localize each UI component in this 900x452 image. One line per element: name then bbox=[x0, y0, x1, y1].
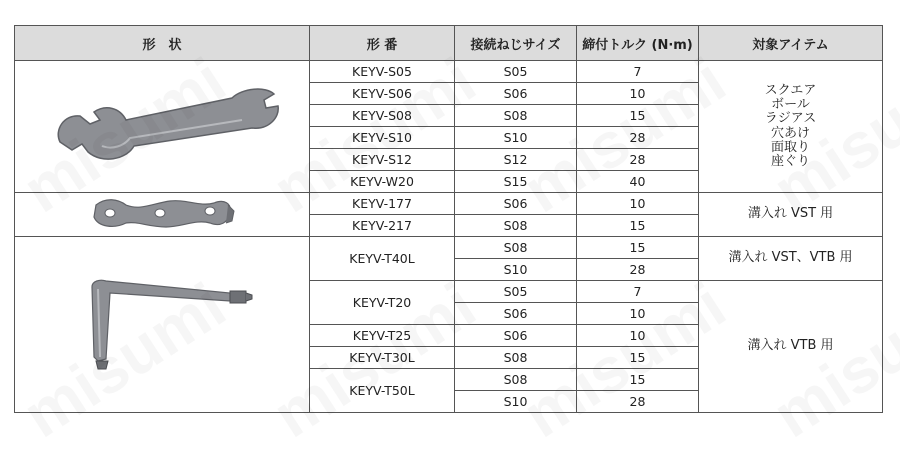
thread-cell: S08 bbox=[455, 215, 577, 237]
torque-cell: 7 bbox=[577, 281, 699, 303]
key-plate-icon bbox=[82, 193, 242, 233]
thread-cell: S05 bbox=[455, 61, 577, 83]
header-model: 形 番 bbox=[310, 26, 455, 61]
thread-cell: S06 bbox=[455, 83, 577, 105]
torque-cell: 15 bbox=[577, 105, 699, 127]
header-torque: 締付トルク (N·m) bbox=[577, 26, 699, 61]
target-item: 面取り bbox=[770, 139, 810, 155]
key-spec-table bbox=[14, 25, 883, 413]
target-item: ボール bbox=[771, 96, 810, 112]
model-cell: KEYV-217 bbox=[310, 215, 455, 237]
model-cell: KEYV-T50L bbox=[310, 369, 455, 413]
target-item: ラジアス bbox=[764, 111, 817, 127]
torque-cell: 28 bbox=[577, 127, 699, 149]
target-items-cell: 溝入れ VST、VTB 用 bbox=[699, 237, 883, 281]
table-header-row bbox=[15, 26, 883, 61]
torx-key-icon bbox=[62, 273, 262, 373]
torque-cell: 10 bbox=[577, 193, 699, 215]
model-cell: KEYV-S12 bbox=[310, 149, 455, 171]
header-shape: 形 状 bbox=[15, 26, 310, 61]
torque-cell: 15 bbox=[577, 369, 699, 391]
thread-cell: S08 bbox=[455, 105, 577, 127]
thread-cell: S10 bbox=[455, 127, 577, 149]
torque-cell: 10 bbox=[577, 325, 699, 347]
torque-cell: 15 bbox=[577, 215, 699, 237]
table-row bbox=[15, 193, 883, 215]
target-item: 座ぐり bbox=[770, 154, 810, 170]
torque-cell: 15 bbox=[577, 347, 699, 369]
model-cell: KEYV-S06 bbox=[310, 83, 455, 105]
wrench-image-cell bbox=[15, 61, 310, 193]
model-cell: KEYV-S10 bbox=[310, 127, 455, 149]
model-cell: KEYV-T25 bbox=[310, 325, 455, 347]
thread-cell: S05 bbox=[455, 281, 577, 303]
torx-key-image-cell bbox=[15, 237, 310, 413]
table-row bbox=[15, 237, 883, 259]
header-thread-size: 接続ねじサイズ bbox=[455, 26, 577, 61]
target-item: スクエア bbox=[764, 82, 817, 98]
thread-cell: S12 bbox=[455, 149, 577, 171]
thread-cell: S08 bbox=[455, 369, 577, 391]
thread-cell: S10 bbox=[455, 259, 577, 281]
torque-cell: 40 bbox=[577, 171, 699, 193]
thread-cell: S06 bbox=[455, 325, 577, 347]
thread-cell: S10 bbox=[455, 391, 577, 413]
torque-cell: 15 bbox=[577, 237, 699, 259]
torque-cell: 10 bbox=[577, 83, 699, 105]
model-cell: KEYV-177 bbox=[310, 193, 455, 215]
model-cell: KEYV-W20 bbox=[310, 171, 455, 193]
model-cell: KEYV-T20 bbox=[310, 281, 455, 325]
target-items-cell: 溝入れ VST 用 bbox=[699, 193, 883, 237]
torque-cell: 10 bbox=[577, 303, 699, 325]
model-cell: KEYV-T40L bbox=[310, 237, 455, 281]
table-row bbox=[15, 61, 883, 83]
target-items-cell bbox=[699, 61, 883, 193]
thread-cell: S15 bbox=[455, 171, 577, 193]
model-cell: KEYV-S05 bbox=[310, 61, 455, 83]
thread-cell: S06 bbox=[455, 303, 577, 325]
model-cell: KEYV-S08 bbox=[310, 105, 455, 127]
header-target-items: 対象アイテム bbox=[699, 26, 883, 61]
torque-cell: 28 bbox=[577, 259, 699, 281]
target-item: 穴あけ bbox=[770, 125, 810, 141]
wrench-icon bbox=[42, 80, 282, 170]
torque-cell: 28 bbox=[577, 391, 699, 413]
thread-cell: S08 bbox=[455, 347, 577, 369]
target-items-cell: 溝入れ VTB 用 bbox=[699, 281, 883, 413]
bar-key-image-cell bbox=[15, 193, 310, 237]
thread-cell: S08 bbox=[455, 237, 577, 259]
torque-cell: 28 bbox=[577, 149, 699, 171]
model-cell: KEYV-T30L bbox=[310, 347, 455, 369]
thread-cell: S06 bbox=[455, 193, 577, 215]
torque-cell: 7 bbox=[577, 61, 699, 83]
